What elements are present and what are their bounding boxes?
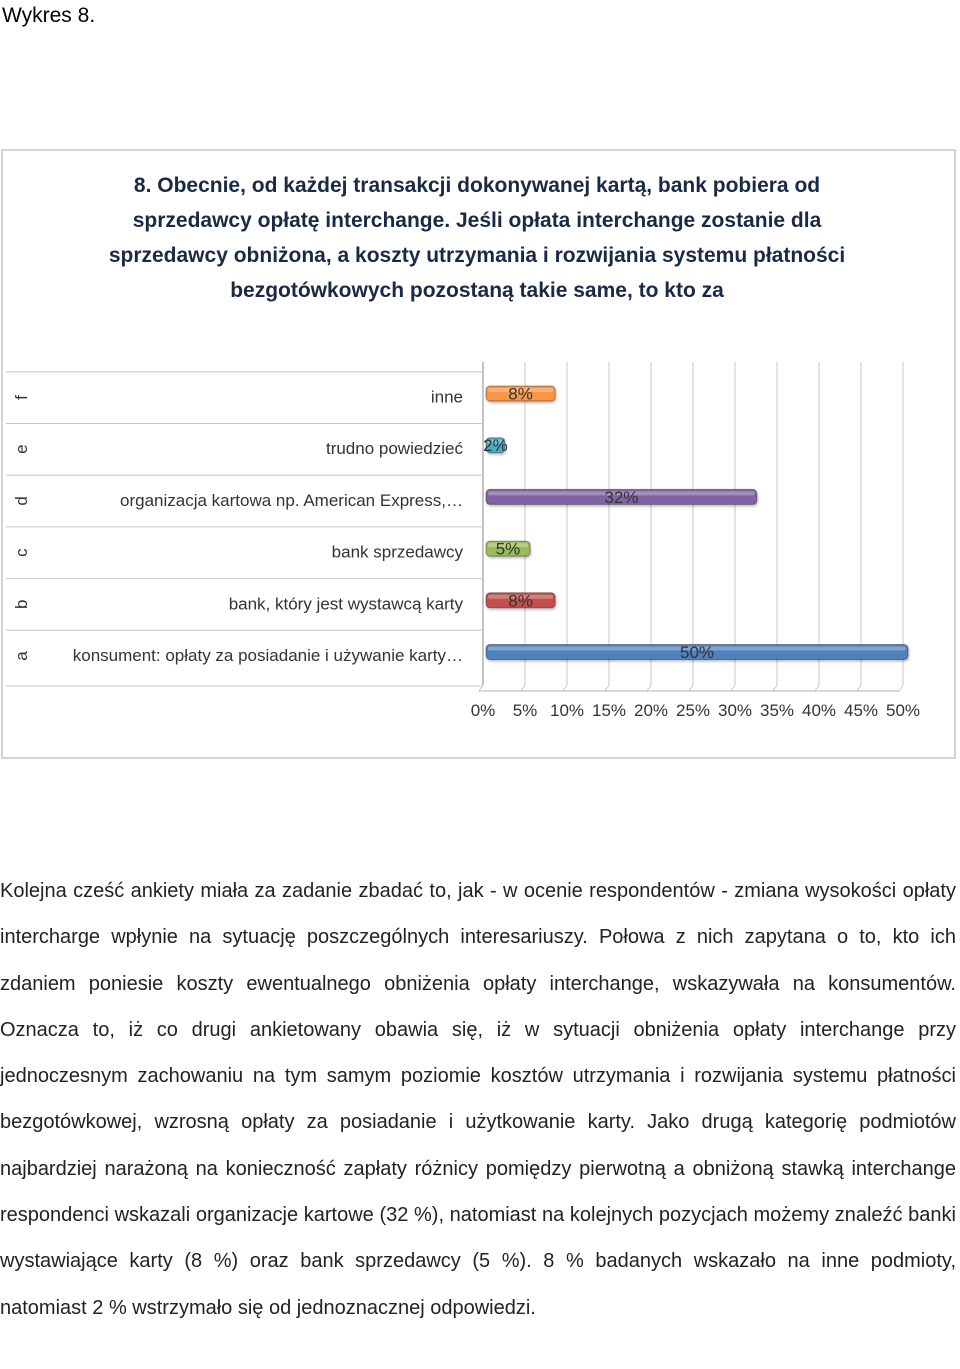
gridline-depth [857, 685, 861, 691]
x-tick-label: 35% [759, 701, 795, 720]
x-tick-label: 45% [843, 701, 879, 720]
body-paragraph: Kolejna cześć ankiety miała za zadanie zbadać to, jak - w ocenie respondentów - zmiana wysokości opłaty intercharge wpłynie na sytuację poszczególnych interesariuszy. Połowa z nich zapytana o to, kto ich zdaniem poniesie koszty ewentualnego obniżenia opłaty interchange, wskazywała na konsumentów. Oznacza to, iż co drugi ankietowany obawia się, iż w sytuacji obniżenia opłaty interchange przy jednoczesnym zachowaniu na tym samym poziomie kosztów utrzymania i rozwijania systemu płatności bezgotówkowej, wzrosną opłaty za posiadanie i użytkowanie karty. Jako drugą kategorię podmiotów najbardziej narażoną na konieczność zapłaty różnicy pomiędzy pierwotną a obniżoną stawką interchange respondenci wskazali organizacje kartowe (32 %), natomiast na kolejnych pozycjach możemy znaleźć banki wystawiające karty (8 %) oraz bank sprzedawcy (5 %). 8 % badanych wskazało na inne podmioty, natomiast 2 % wstrzymało się od jednoznacznej odpowiedzi. [0, 880, 956, 1319]
x-tick-label: 0% [470, 701, 496, 720]
gridline-depth [731, 685, 735, 691]
gridline-depth [899, 685, 903, 691]
gridline-depth [689, 685, 693, 691]
gridline-depth [563, 685, 567, 691]
x-tick-label: 40% [801, 701, 837, 720]
category-letter: a [12, 651, 31, 661]
page-heading: Wykres 8. [2, 4, 96, 27]
category-label: bank sprzedawcy [331, 542, 463, 562]
category-letter: b [12, 599, 31, 610]
value-label: 8% [508, 384, 533, 404]
category-label: inne [430, 387, 463, 407]
gridline-depth [605, 685, 609, 691]
gridline-depth [815, 685, 819, 691]
value-label: 32% [604, 487, 639, 507]
category-letter: d [12, 496, 31, 506]
x-tick-label: 15% [591, 701, 627, 720]
category-label: trudno powiedzieć [325, 439, 463, 459]
x-tick-label: 5% [512, 701, 538, 720]
x-tick-label: 30% [717, 701, 753, 720]
category-letter: c [12, 548, 31, 557]
x-tick-label: 10% [549, 701, 585, 720]
category-label: konsument: opłaty za posiadanie i używanie karty… [72, 646, 463, 665]
x-tick-label: 25% [675, 701, 711, 720]
value-label: 5% [495, 539, 521, 559]
x-tick-label: 20% [633, 701, 669, 720]
value-label: 2% [483, 436, 508, 456]
category-label: bank, który jest wystawcą karty [228, 594, 463, 614]
chart-title: 8. Obecnie, od każdej transakcji dokonywanej kartą, bank pobiera od sprzedawcy opłatę interchange. Jeśli opłata interchange zostanie dla sprzedawcy obniżona, a koszty utrzymania i rozwijania systemu płatności bezgotówkowych pozostaną takie same, to kto za [108, 174, 846, 302]
gridline-depth [773, 685, 777, 691]
category-letter: f [12, 395, 31, 400]
x-tick-label: 50% [885, 701, 921, 720]
category-letter: e [12, 444, 31, 454]
gridline-depth [521, 685, 525, 691]
category-label: organizacja kartowa np. American Express,… [120, 490, 463, 510]
value-label: 8% [508, 591, 533, 611]
gridline-depth [647, 685, 651, 691]
value-label: 50% [679, 643, 715, 662]
